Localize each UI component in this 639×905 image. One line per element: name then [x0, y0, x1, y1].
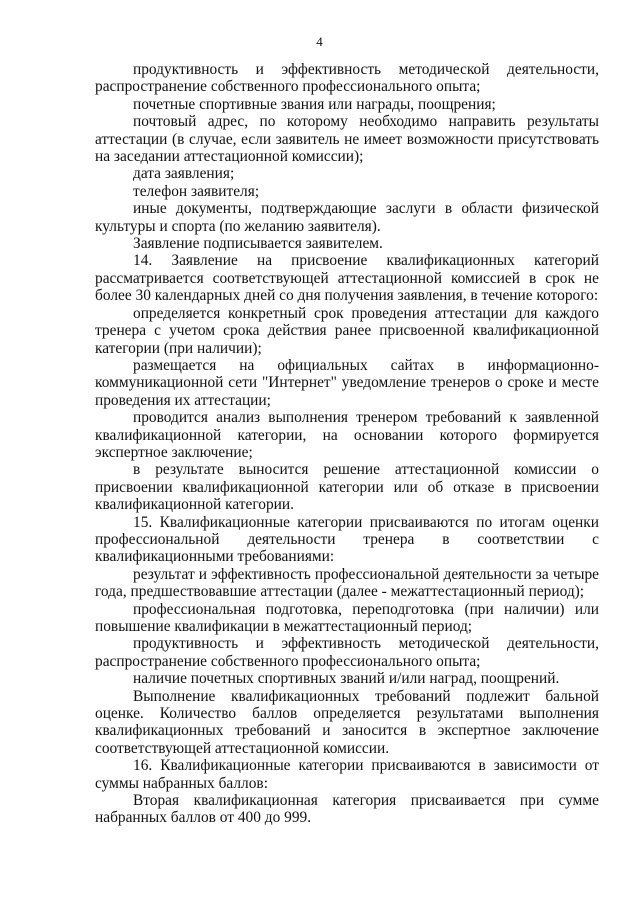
paragraph-item: иные документы, подтверждающие заслуги в области физической культуры и спорта (по желанию заявителя). [95, 200, 599, 235]
paragraph-item: продуктивность и эффективность методической деятельности, распространение собственного профессионального опыта; [95, 635, 599, 670]
section-14-paragraph: 14. Заявление на присвоение квалификационных категорий рассматривается соответствующей аттестационной комиссией в срок не более 30 календарных дней со дня получения заявления, в течение которого: [95, 252, 599, 305]
section-15-paragraph: 15. Квалификационные категории присваиваются по итогам оценки профессиональной деятельности тренера в соответствии с квалификационными требованиями: [95, 513, 599, 566]
paragraph-item: размещается на официальных сайтах в информационно-коммуникационной сети "Интернет" уведомление тренеров о сроке и месте проведения их аттестации; [95, 356, 599, 409]
paragraph-item: телефон заявителя; [133, 182, 260, 200]
paragraph-item: Заявление подписывается заявителем. [133, 235, 383, 253]
paragraph-item: почтовый адрес, по которому необходимо направить результаты аттестации (в случае, если заявитель не имеет возможности присутствовать на заседании аттестационной комиссии); [95, 113, 599, 166]
paragraph-item: продуктивность и эффективность методической деятельности, распространение собственного профессионального опыта; [95, 61, 599, 96]
paragraph-item: почетные спортивные звания или награды, поощрения; [133, 95, 496, 113]
paragraph-item: определяется конкретный срок проведения аттестации для каждого тренера с учетом срока действия ранее присвоенной квалификационной категории (при наличии); [95, 304, 599, 357]
paragraph-item: дата заявления; [133, 165, 235, 183]
document-body [95, 61, 599, 827]
paragraph-item: профессиональная подготовка, переподготовка (при наличии) или повышение квалификации в межаттестационный период; [95, 600, 599, 635]
paragraph-item: Выполнение квалификационных требований подлежит бальной оценке. Количество баллов определяется результатами выполнения квалификационных требований и заносится в экспертное заключение соответствующей аттестационной комиссии. [95, 687, 599, 757]
paragraph-item: проводится анализ выполнения тренером требований к заявленной квалификационной категории, на основании которого формируется экспертное заключение; [95, 409, 599, 461]
paragraph-item: результат и эффективность профессиональной деятельности за четыре года, предшествовавшие аттестации (далее - межаттестационный период); [95, 565, 599, 601]
paragraph-item: наличие почетных спортивных званий и/или наград, поощрений. [133, 670, 560, 688]
section-16-paragraph: 16. Квалификационные категории присваиваются в зависимости от суммы набранных баллов: [95, 757, 599, 792]
paragraph-item: в результате выносится решение аттестационной комиссии о присвоении квалификационной категории или об отказе в присвоении квалификационной категории. [95, 461, 599, 514]
page-number: 4 [316, 34, 323, 49]
paragraph-item: Вторая квалификационная категория присваивается при сумме набранных баллов от 400 до 999. [95, 792, 599, 827]
